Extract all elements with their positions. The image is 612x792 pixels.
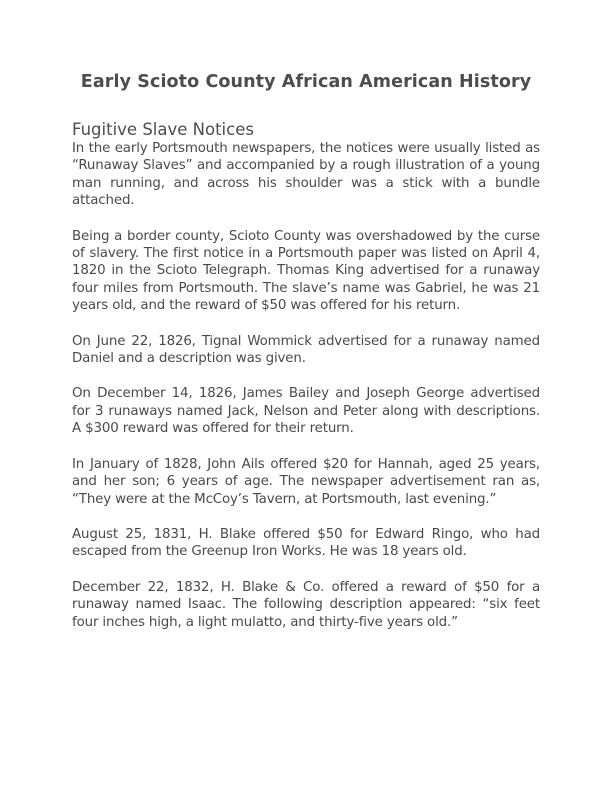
paragraph-john-ails: In January of 1828, John Ails offered $20 for Hannah, aged 25 years, and her son; 6 years of age. The newspaper advertisement ran as, “They were at the McCoy’s Tavern, at Portsmouth, last evening.” <box>72 456 540 507</box>
paragraph-bailey-george: On December 14, 1826, James Bailey and Joseph George advertised for 3 runaways named Jack, Nelson and Peter along with descriptions. A $300 reward was offered for their return. <box>72 386 540 437</box>
page-title: Early Scioto County African American History <box>80 72 532 92</box>
paragraph-tignal-wommick: On June 22, 1826, Tignal Wommick advertised for a runaway named Daniel and a description was given. <box>72 333 540 367</box>
paragraph-isaac: December 22, 1832, H. Blake & Co. offered a reward of $50 for a runaway named Isaac. The following description appeared: “six feet four inches high, a light mulatto, and thirty-five years old.” <box>72 579 540 630</box>
document-body <box>72 120 540 649</box>
section-heading: Fugitive Slave Notices <box>72 120 254 139</box>
paragraph-runaway-notices-intro: In the early Portsmouth newspapers, the notices were usually listed as “Runaway Slaves” and accompanied by a rough illustration of a young man running, and across his shoulder was a stick with a bundle attached. <box>72 141 540 209</box>
paragraph-edward-ringo: August 25, 1831, H. Blake offered $50 for Edward Ringo, who had escaped from the Greenup Iron Works. He was 18 years old. <box>72 526 540 560</box>
paragraph-border-county: Being a border county, Scioto County was overshadowed by the curse of slavery. The first notice in a Portsmouth paper was listed on April 4, 1820 in the Scioto Telegraph. Thomas King advertised for a runaway four miles from Portsmouth. The slave’s name was Gabriel, he was 21 years old, and the reward of $50 was offered for his return. <box>72 228 540 314</box>
